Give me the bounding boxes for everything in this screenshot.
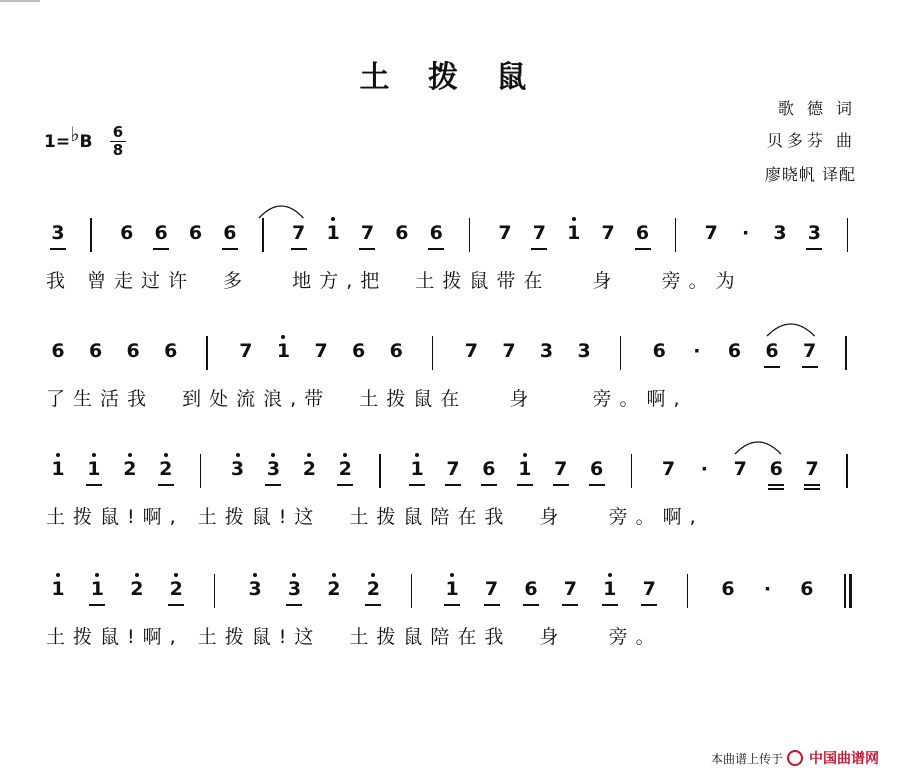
note: 7 bbox=[446, 458, 460, 480]
slur bbox=[734, 438, 782, 456]
note: 2 bbox=[123, 458, 137, 480]
note: 3 bbox=[51, 222, 65, 244]
note: 2 bbox=[130, 578, 144, 600]
duration-underline bbox=[602, 604, 618, 606]
note: 3 bbox=[773, 222, 787, 244]
duration-underline bbox=[50, 248, 66, 250]
note: 7 bbox=[554, 458, 568, 480]
note: 1 bbox=[87, 458, 101, 480]
duration-underline bbox=[806, 248, 822, 250]
note: 7 bbox=[360, 222, 375, 244]
note: 7 bbox=[239, 340, 253, 362]
corner-mark bbox=[0, 0, 40, 2]
note: 7 bbox=[464, 340, 478, 362]
note: 6 bbox=[389, 340, 403, 362]
octave-dot bbox=[292, 573, 296, 577]
note: 6 bbox=[395, 222, 409, 244]
note: 1 bbox=[276, 340, 291, 362]
note: 6 bbox=[429, 222, 443, 244]
octave-dot bbox=[281, 335, 285, 339]
barline bbox=[214, 574, 216, 608]
barline bbox=[846, 454, 848, 488]
note: 2 bbox=[302, 458, 316, 480]
note: 6 bbox=[154, 222, 168, 244]
note: 6 bbox=[88, 340, 103, 362]
note: 7 bbox=[733, 458, 747, 480]
slur bbox=[258, 202, 304, 220]
octave-dot bbox=[253, 573, 257, 577]
arranger-credit: 廖晓帆 译配 bbox=[764, 165, 856, 184]
staff-line-4 bbox=[0, 578, 900, 648]
note: 7 bbox=[532, 222, 546, 244]
duration-underline bbox=[764, 366, 780, 368]
duration-underline bbox=[428, 248, 444, 250]
duration-underline bbox=[444, 604, 460, 606]
lyrics-line-2: 了生活我 到处流浪,带 土拨鼠在 身 旁。啊, bbox=[46, 388, 688, 410]
octave-dot bbox=[135, 573, 139, 577]
duration-underline bbox=[168, 604, 184, 606]
note: 1 bbox=[567, 222, 581, 244]
note: 7 bbox=[661, 458, 676, 480]
final-barline bbox=[844, 574, 846, 608]
augmentation-dot: · bbox=[763, 578, 772, 600]
octave-dot bbox=[307, 453, 311, 457]
note: 6 bbox=[652, 340, 666, 362]
note: 7 bbox=[805, 458, 819, 480]
lyrics-line-1: 我 曾走过许 多 地方,把 土拨鼠带在 身 旁。为 bbox=[46, 270, 743, 292]
duration-underline bbox=[337, 484, 353, 486]
barline bbox=[432, 336, 434, 370]
note: 6 bbox=[352, 340, 366, 362]
duration-underline bbox=[562, 604, 578, 606]
note: 1 bbox=[603, 578, 617, 600]
note: 2 bbox=[327, 578, 341, 600]
song-title: 土 拨 鼠 bbox=[359, 60, 541, 95]
octave-dot bbox=[343, 453, 347, 457]
octave-dot bbox=[271, 453, 275, 457]
note: 7 bbox=[484, 578, 499, 600]
note: 7 bbox=[803, 340, 817, 362]
note: 7 bbox=[642, 578, 656, 600]
octave-dot bbox=[56, 453, 60, 457]
lyrics-line-4: 土拨鼠!啊, 土拨鼠!这 土拨鼠陪在我 身 旁。 bbox=[46, 626, 663, 648]
lyrics-line-3: 土拨鼠!啊, 土拨鼠!这 土拨鼠陪在我 身 旁。啊, bbox=[46, 506, 704, 528]
duration-underline bbox=[484, 604, 500, 606]
octave-dot bbox=[332, 573, 336, 577]
note: 1 bbox=[410, 458, 424, 480]
duration-underline bbox=[523, 604, 539, 606]
note: 2 bbox=[366, 578, 380, 600]
note: 3 bbox=[266, 458, 281, 480]
duration-underline bbox=[768, 484, 784, 486]
note: 6 bbox=[765, 340, 779, 362]
duration-underline bbox=[158, 484, 174, 486]
duration-underline bbox=[553, 484, 569, 486]
note: 6 bbox=[223, 222, 237, 244]
note: 3 bbox=[230, 458, 245, 480]
note: 7 bbox=[704, 222, 718, 244]
duration-underline bbox=[768, 488, 784, 490]
note: 7 bbox=[601, 222, 615, 244]
duration-underline bbox=[804, 484, 820, 486]
note: 6 bbox=[769, 458, 783, 480]
barline bbox=[847, 218, 849, 252]
octave-dot bbox=[523, 453, 527, 457]
note: 3 bbox=[807, 222, 822, 244]
octave-dot bbox=[236, 453, 240, 457]
time-denominator: 8 bbox=[112, 141, 124, 159]
octave-dot bbox=[371, 573, 375, 577]
octave-dot bbox=[572, 217, 576, 221]
note: 6 bbox=[800, 578, 814, 600]
note: 2 bbox=[159, 458, 173, 480]
note: 3 bbox=[287, 578, 302, 600]
key-prefix: 1= bbox=[44, 132, 71, 152]
octave-dot bbox=[92, 453, 96, 457]
note: 6 bbox=[126, 340, 140, 362]
note: 6 bbox=[482, 458, 496, 480]
lyricist-credit: 歌 德 词 bbox=[777, 99, 856, 118]
note: 1 bbox=[445, 578, 459, 600]
footer bbox=[711, 748, 879, 768]
note: 6 bbox=[51, 340, 65, 362]
barline bbox=[90, 218, 92, 252]
octave-dot bbox=[56, 573, 60, 577]
note: 1 bbox=[51, 578, 65, 600]
barline bbox=[206, 336, 208, 370]
note: 6 bbox=[164, 340, 178, 362]
slur bbox=[766, 320, 816, 338]
note: 3 bbox=[539, 340, 554, 362]
note: 6 bbox=[188, 222, 203, 244]
note: 1 bbox=[90, 578, 105, 600]
octave-dot bbox=[608, 573, 612, 577]
barline bbox=[200, 454, 202, 488]
note: 6 bbox=[721, 578, 735, 600]
note: 2 bbox=[169, 578, 183, 600]
octave-dot bbox=[128, 453, 132, 457]
octave-dot bbox=[331, 217, 335, 221]
octave-dot bbox=[164, 453, 168, 457]
note: 1 bbox=[51, 458, 65, 480]
flat-icon: ♭ bbox=[70, 122, 80, 146]
barline bbox=[620, 336, 622, 370]
note: 1 bbox=[326, 222, 340, 244]
note: 7 bbox=[563, 578, 577, 600]
time-signature bbox=[110, 124, 126, 159]
duration-underline bbox=[153, 248, 169, 250]
barline bbox=[631, 454, 633, 488]
barline bbox=[469, 218, 471, 252]
note: 1 bbox=[518, 458, 532, 480]
duration-underline bbox=[359, 248, 375, 250]
note: 6 bbox=[524, 578, 538, 600]
note: 7 bbox=[502, 340, 516, 362]
key-note: B bbox=[79, 132, 93, 152]
key-signature bbox=[44, 122, 93, 152]
octave-dot bbox=[415, 453, 419, 457]
duration-underline bbox=[89, 604, 105, 606]
duration-underline bbox=[641, 604, 657, 606]
augmentation-dot: · bbox=[700, 458, 708, 480]
composer-credit: 贝多芬 曲 bbox=[766, 131, 856, 150]
logo-icon bbox=[787, 750, 803, 766]
note: 7 bbox=[292, 222, 306, 244]
barline bbox=[411, 574, 413, 608]
note: 7 bbox=[498, 222, 512, 244]
barline bbox=[845, 336, 847, 370]
staff-line-1 bbox=[0, 222, 900, 292]
duration-underline bbox=[409, 484, 425, 486]
staff-line-3 bbox=[0, 458, 900, 528]
duration-underline bbox=[802, 366, 818, 368]
duration-underline bbox=[517, 484, 533, 486]
duration-underline bbox=[286, 604, 302, 606]
note: 6 bbox=[727, 340, 742, 362]
note: 3 bbox=[248, 578, 262, 600]
note: 2 bbox=[338, 458, 352, 480]
time-numerator: 6 bbox=[110, 124, 126, 142]
duration-underline bbox=[804, 488, 820, 490]
duration-underline bbox=[589, 484, 605, 486]
duration-underline bbox=[635, 248, 651, 250]
final-barline bbox=[849, 574, 852, 608]
barline bbox=[262, 218, 264, 252]
duration-underline bbox=[445, 484, 461, 486]
footer-text: 本曲谱上传于 bbox=[711, 751, 784, 766]
note: 6 bbox=[635, 222, 650, 244]
augmentation-dot: · bbox=[693, 340, 701, 362]
duration-underline bbox=[291, 248, 307, 250]
note: 3 bbox=[577, 340, 591, 362]
duration-underline bbox=[86, 484, 102, 486]
note: 6 bbox=[590, 458, 604, 480]
note: 7 bbox=[314, 340, 328, 362]
octave-dot bbox=[450, 573, 454, 577]
site-logo: 中国曲谱网 bbox=[809, 751, 880, 767]
octave-dot bbox=[174, 573, 178, 577]
augmentation-dot: · bbox=[742, 222, 750, 244]
duration-underline bbox=[481, 484, 497, 486]
duration-underline bbox=[531, 248, 547, 250]
octave-dot bbox=[95, 573, 99, 577]
barline bbox=[675, 218, 677, 252]
barline bbox=[687, 574, 689, 608]
duration-underline bbox=[365, 604, 381, 606]
duration-underline bbox=[265, 484, 281, 486]
note: 6 bbox=[120, 222, 134, 244]
barline bbox=[379, 454, 381, 488]
duration-underline bbox=[222, 248, 238, 250]
staff-line-2 bbox=[0, 340, 900, 410]
